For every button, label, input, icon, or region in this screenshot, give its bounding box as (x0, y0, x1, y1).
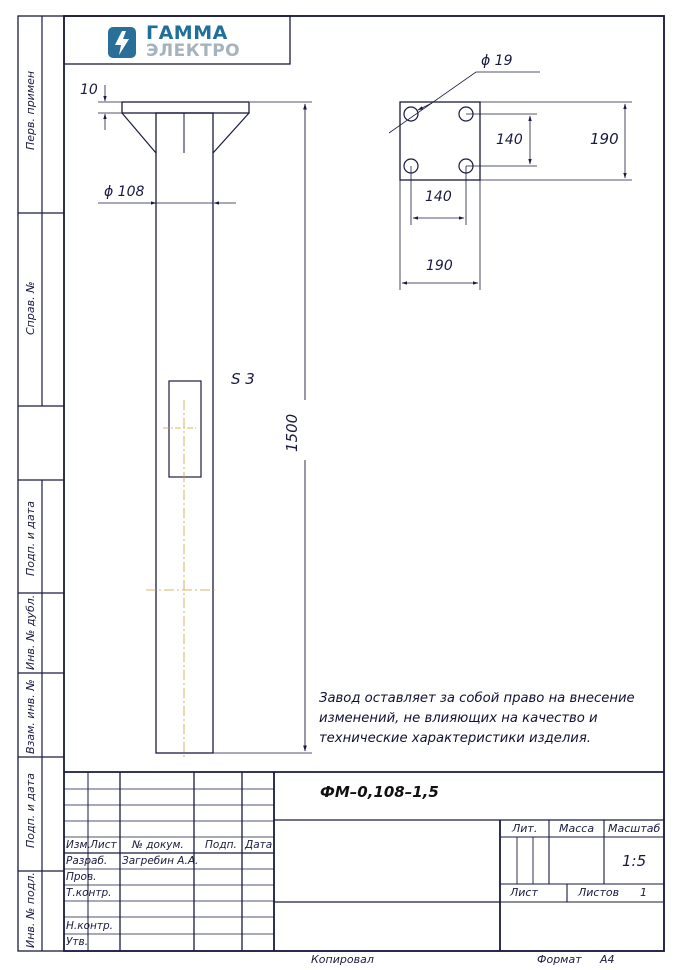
dim-length: 1500 (283, 413, 301, 452)
row-tkontr: Т.контр. (66, 887, 112, 899)
dim-plate-h: 190 (426, 258, 453, 274)
dim-hole-spacing-v: 140 (496, 132, 523, 148)
label-lit: Лит. (512, 822, 538, 835)
col-data: Дата (245, 839, 273, 851)
col-izm: Изм. (66, 839, 91, 851)
footer-format-label: Формат (537, 953, 582, 966)
dim-plate-v: 190 (590, 130, 619, 148)
row-nkontr: Н.контр. (66, 920, 113, 932)
razrab-name: Загребин А.А. (122, 855, 199, 867)
label-list: Лист (510, 886, 538, 899)
side-label-vzam-inv: Взам. инв. № (24, 679, 37, 754)
side-label-podp-data-2: Подп. и дата (24, 773, 37, 848)
dim-hole-spacing-h: 140 (425, 189, 452, 205)
col-podp: Подп. (205, 839, 237, 851)
side-label-perv-primen: Перв. примен (24, 70, 37, 150)
row-prov: Пров. (66, 871, 97, 883)
footer-format-value: А4 (600, 953, 615, 966)
side-label-sprav-no: Справ. № (24, 281, 37, 335)
col-list: Лист (90, 839, 117, 851)
logo-icon (106, 25, 140, 61)
row-utv: Утв. (66, 936, 89, 948)
company-logo (106, 23, 266, 63)
label-masshtab: Масштаб (608, 822, 661, 835)
row-razrab: Разраб. (66, 855, 108, 867)
designation: ФМ–0,108–1,5 (320, 783, 439, 801)
note-text: Завод оставляет за собой право на внесение изменений, не влияющих на качество и технические характеристики изделия. (319, 691, 635, 746)
col-docum: № докум. (132, 839, 184, 851)
scale-value: 1:5 (622, 852, 647, 870)
logo-line2: ЭЛЕКТРО (146, 41, 241, 61)
side-label-inv-podl: Инв. № подл. (24, 872, 37, 948)
footer-kopiroval: Копировал (311, 953, 374, 966)
logo-line1: ГАММА (146, 22, 228, 44)
dim-hole-diameter: ϕ 19 (481, 53, 513, 69)
dim-flange-thickness: 10 (80, 82, 98, 98)
dim-wall: S 3 (231, 370, 255, 388)
side-label-inv-dubl: Инв. № дубл. (24, 594, 37, 670)
dim-pipe-diameter: ϕ 108 (104, 184, 145, 200)
listov-value: 1 (640, 886, 647, 899)
label-massa: Масса (559, 822, 595, 835)
side-label-podp-data-1: Подп. и дата (24, 501, 37, 576)
label-listov: Листов (578, 886, 620, 899)
